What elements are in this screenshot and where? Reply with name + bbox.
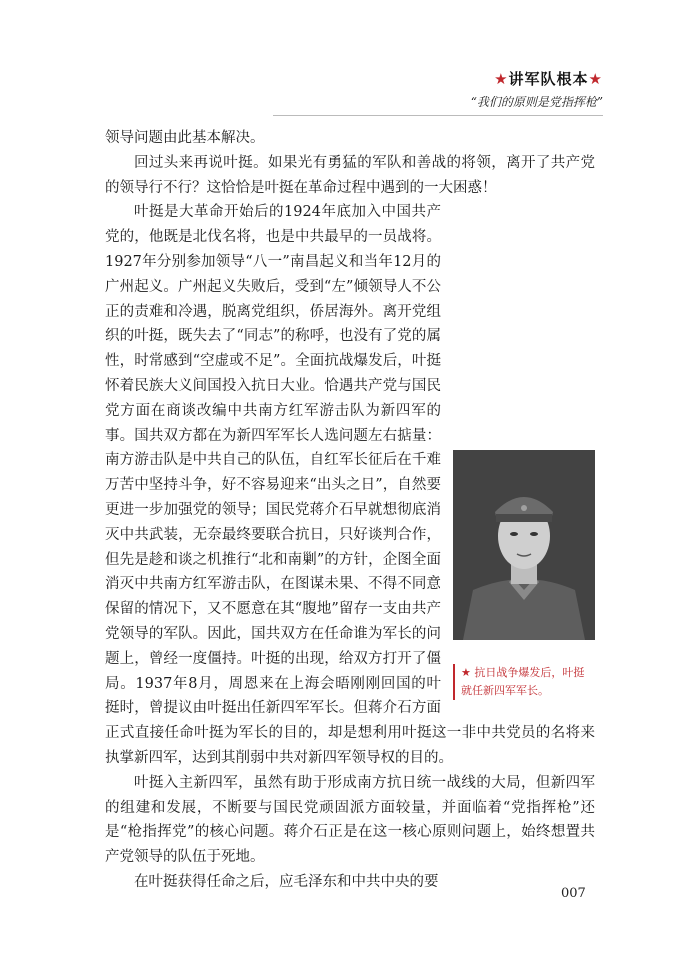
header-title xyxy=(471,68,603,89)
running-header xyxy=(471,68,603,110)
body-text xyxy=(105,126,595,895)
paragraph: 领导问题由此基本解决。 xyxy=(105,130,265,146)
page-number: 007 xyxy=(561,886,586,901)
star-icon: ★ xyxy=(588,70,603,88)
paragraph: 回过头来再说叶挺。如果光有勇猛的军队和善战的将领，离开了共产党的领导行不行？这恰恰是叶挺在革命过程中遇到的一大困惑！ xyxy=(105,154,595,196)
header-subtitle: “我们的原则是党指挥枪” xyxy=(470,95,603,109)
portrait-photo xyxy=(453,450,595,640)
star-icon: ★ xyxy=(461,666,471,680)
paragraph: 叶挺是大革命开始后的1924年底加入中国共产党的，他既是北伐名将，也是中共最早的一员战将。1927年分别参加领导“八一”南昌起义和当年12月的广州起义。广州起义失败后，受到“左”倾领导人不公正的责难和冷遇，脱离党组织，侨居海外。离开党组织的叶挺，既失去了“同志”的称呼，也没有了党的属性，时常感到“空虚或不足”。全面抗战爆发后，叶挺怀着民族大义间国投入抗日大业。恰遇共产党与国民党方面在商谈改编中共南方红军游击队为新四军的事。国共双方都在为新四军军长人选问题左右掂量：南方游击队是中共自己的队伍，自红军长征后在千难万苦中坚持斗争，好不容易迎来“出头之日”，自然要更进一步加强党的领导；国民党蒋介石早就想彻底消灭中共武装，无奈最终要联合抗日，只好谈判合作，但先是趁和谈之机推行“北和南剿”的方针，企图全面消灭中共南方红军游击队，在图谋未果、不得不同意保留的情况下，又不愿意在其“腹地”留存一支由共产党领导的军队。因此，国共双方在任命谁为军长的问题上，曾经一度僵持。叶挺的出现，给双方打开了僵局。1937年8月，周恩来在上海会晤刚刚回国的叶挺时，曾提议由叶挺出任新四军军长。但蒋介石方面正式直接任命叶挺为军长的目的，却是想利用叶挺这一非中共党员的名将来执掌新四军，达到其削弱中共对新四军领导权的目的。 xyxy=(105,204,595,766)
caption-text: 抗日战争爆发后，叶挺就任新四军军长。 xyxy=(461,666,585,698)
portrait-illustration xyxy=(453,450,595,640)
paragraph: 叶挺入主新四军，虽然有助于形成南方抗日统一战线的大局，但新四军的组建和发展，不断要与国民党顽固派方面较量，并面临着“党指挥枪”还是“枪指挥党”的核心问题。蒋介石正是在这一核心原则问题上，始终想置共产党领导的队伍于死地。 xyxy=(105,774,595,866)
photo-caption xyxy=(453,664,595,700)
paragraph: 在叶挺获得任命之后，应毛泽东和中共中央的要 xyxy=(134,873,439,890)
header-divider xyxy=(273,115,603,116)
photo-figure xyxy=(453,450,595,700)
header-title-text: 讲军队根本 xyxy=(508,70,589,88)
star-icon: ★ xyxy=(494,70,509,88)
